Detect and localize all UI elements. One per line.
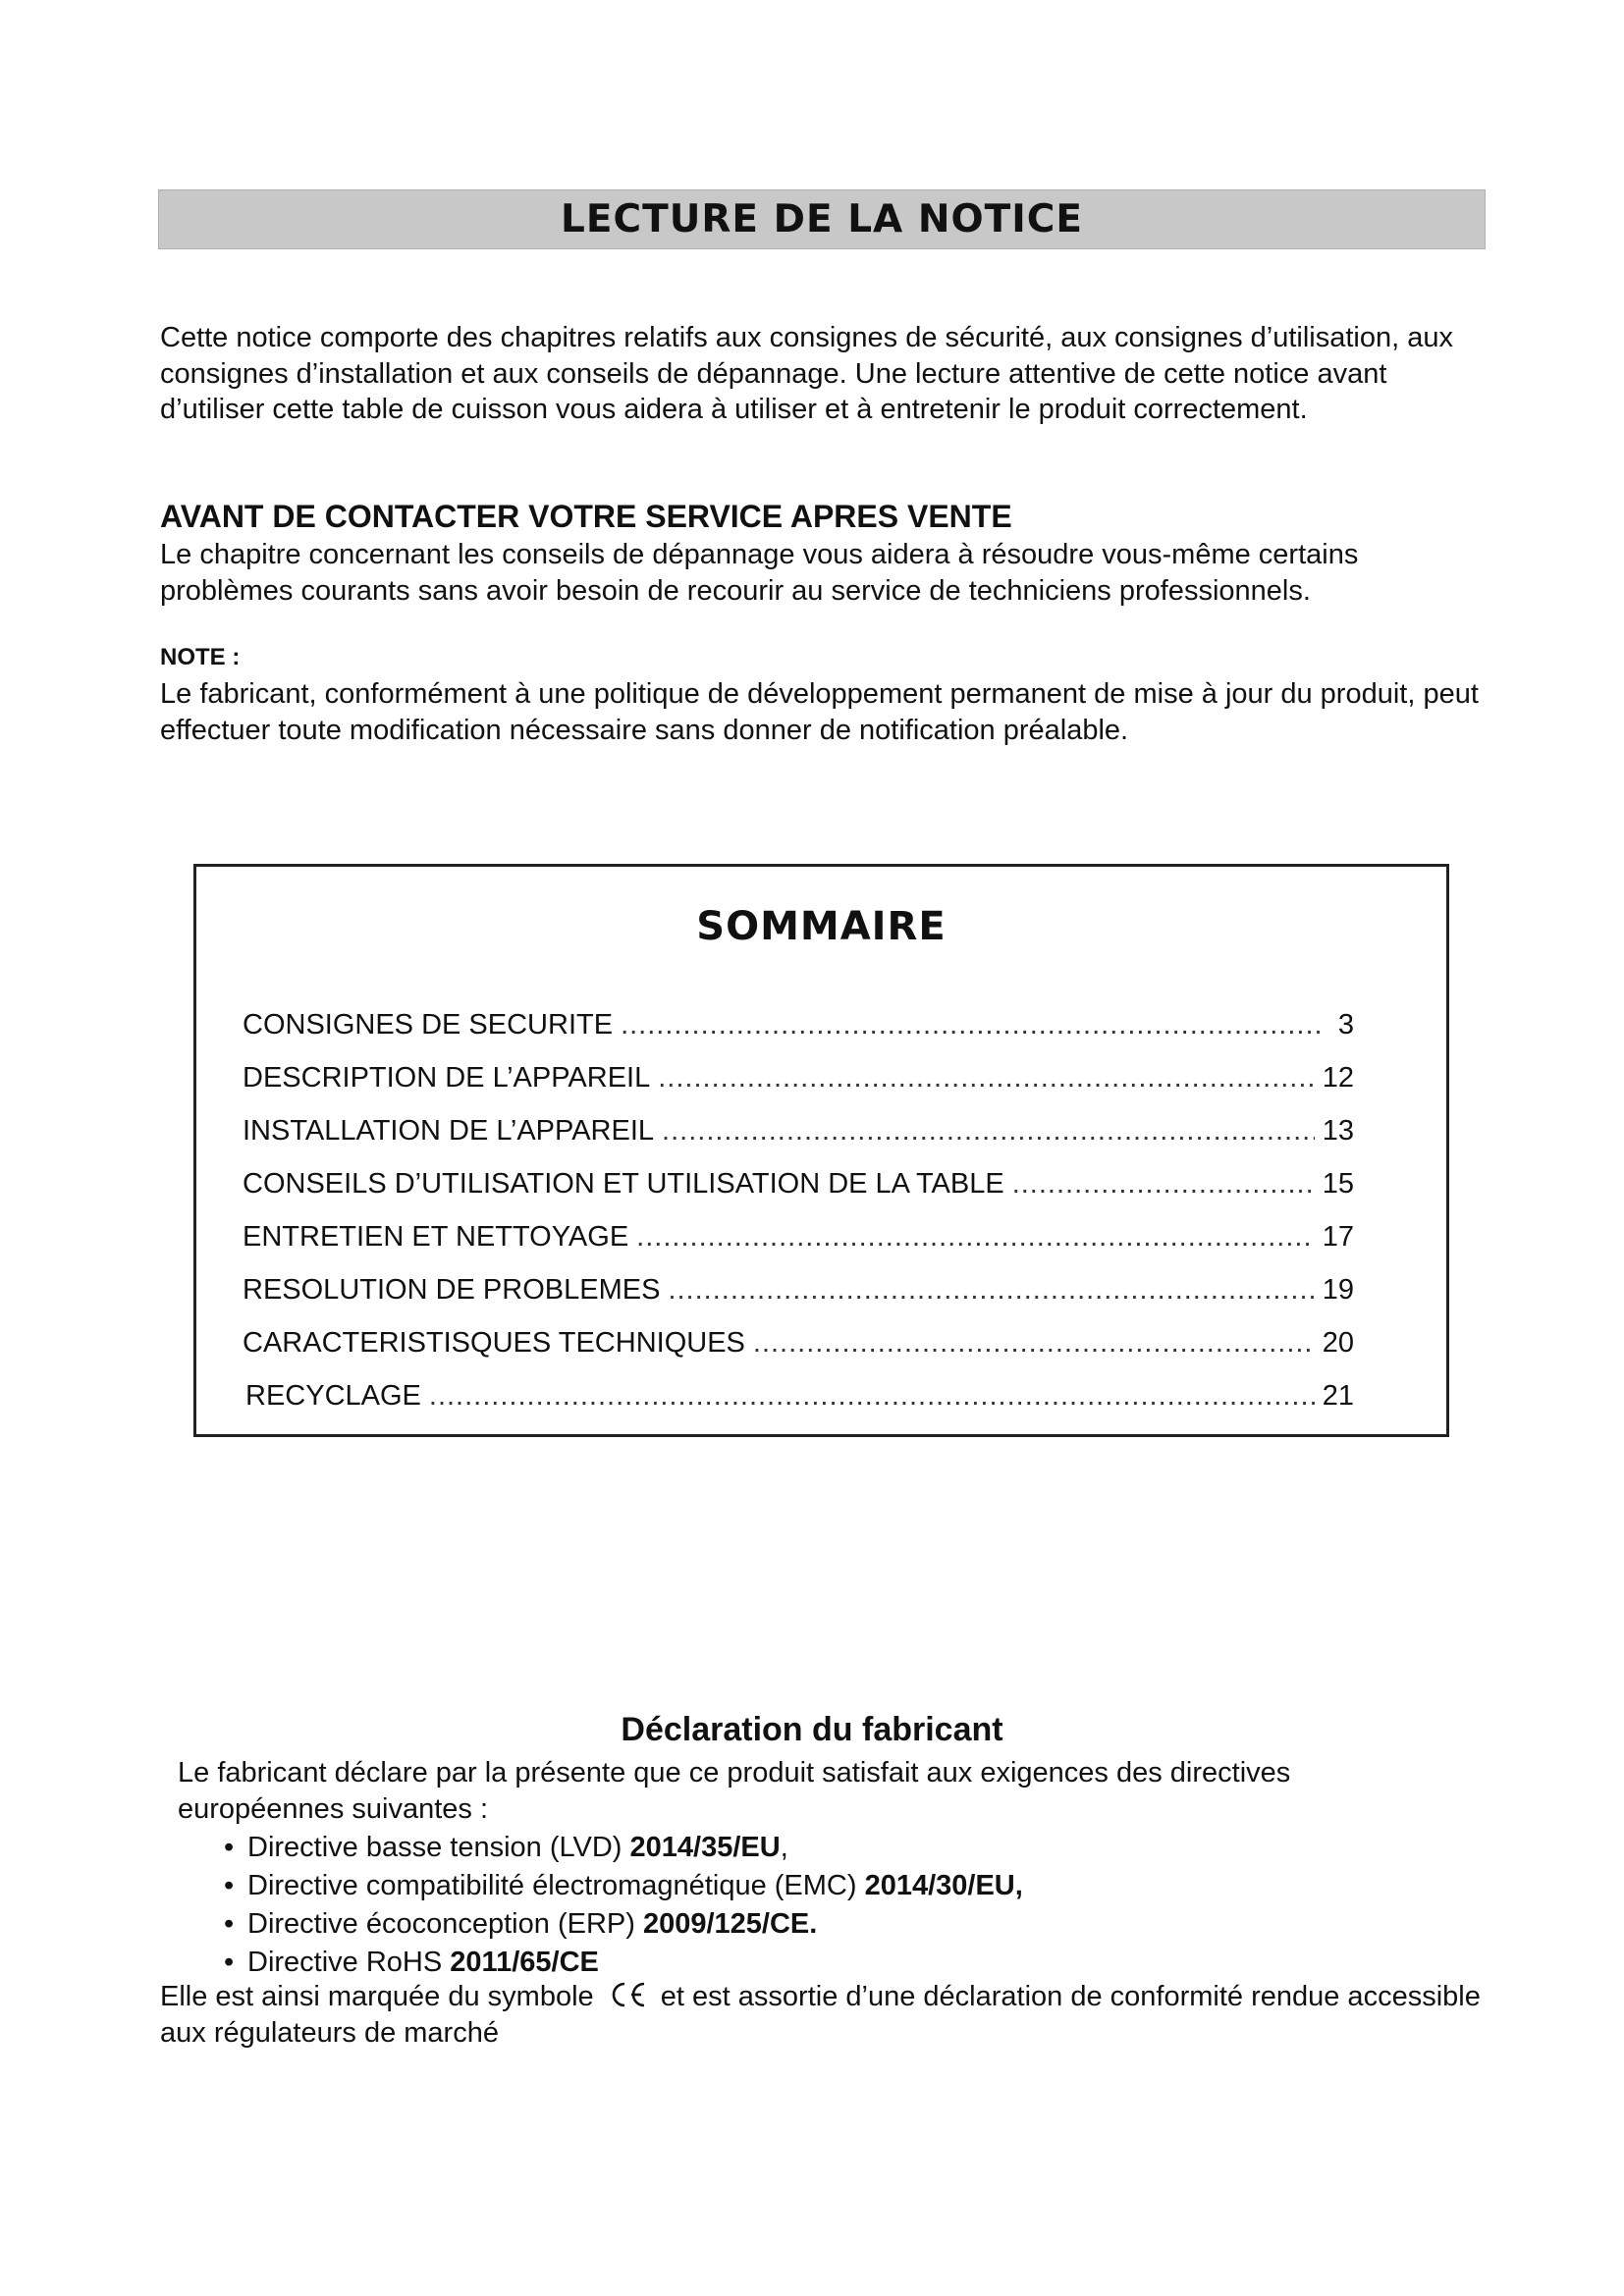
toc-entry-page: 15 — [1322, 1168, 1354, 1200]
directive-text: Directive compatibilité électromagnétique (EMC) — [247, 1870, 865, 1901]
directive-ref: 2011/65/CE — [450, 1947, 599, 1978]
bullet-icon: • — [224, 1947, 235, 1978]
directive-item — [224, 1905, 1023, 1944]
toc-entry[interactable] — [243, 1221, 1354, 1260]
toc-entry[interactable] — [245, 1380, 1354, 1419]
service-paragraph: Le chapitre concernant les conseils de dépannage vous aidera à résoudre vous-même certains problèmes courants sans avoir besoin de recourir au service de techniciens professionnels. — [160, 539, 1359, 607]
toc-entry-label: CARACTERISTISQUES TECHNIQUES — [243, 1327, 745, 1359]
service-heading: AVANT DE CONTACTER VOTRE SERVICE APRES VENTE — [160, 499, 1012, 534]
toc-entry-label: CONSEILS D’UTILISATION ET UTILISATION DE LA TABLE — [243, 1168, 1004, 1200]
toc-entry[interactable] — [243, 1274, 1354, 1313]
ce-mark-icon — [608, 1980, 647, 2009]
directive-item — [224, 1944, 1023, 1982]
declaration-closing — [160, 1979, 1481, 2052]
note-paragraph: Le fabricant, conformément à une politique de développement permanent de mise à jour du produit, peut effectuer toute modification nécessaire sans donner de notification préalable. — [160, 678, 1479, 746]
toc-entry-page: 19 — [1322, 1274, 1354, 1306]
declaration-title: Déclaration du fabricant — [621, 1711, 1003, 1748]
intro-paragraph: Cette notice comporte des chapitres relatifs aux consignes de sécurité, aux consignes d’utilisation, aux consignes d’installation et aux conseils de dépannage. Une lecture attentive de cette notice avant d’utiliser cette table de cuisson vous aidera à utiliser et à entretenir le produit correctement. — [160, 322, 1453, 425]
closing-text-after: et est assortie d’une déclaration de conformité rendue accessible aux régulateurs de marché — [160, 1981, 1481, 2049]
toc-entry-page: 20 — [1322, 1327, 1354, 1359]
toc-entry-label: ENTRETIEN ET NETTOYAGE — [243, 1221, 629, 1253]
directive-item — [224, 1867, 1023, 1905]
toc-entry[interactable] — [243, 1327, 1354, 1366]
toc-entry-page: 17 — [1322, 1221, 1354, 1253]
toc-entry[interactable] — [243, 1009, 1354, 1048]
directive-text: Directive écoconception (ERP) — [247, 1908, 643, 1940]
table-of-contents — [193, 864, 1449, 1437]
directive-list — [224, 1829, 1023, 1982]
directive-ref: 2014/30/EU, — [864, 1870, 1023, 1901]
bullet-icon: • — [224, 1832, 235, 1863]
toc-leader-dots — [658, 1062, 1314, 1095]
toc-entry-page: 21 — [1322, 1380, 1354, 1412]
directive-ref: 2009/125/CE. — [642, 1908, 818, 1940]
bullet-icon: • — [224, 1908, 235, 1940]
toc-leader-dots — [662, 1115, 1315, 1148]
toc-leader-dots — [429, 1380, 1315, 1413]
toc-entry-label: RESOLUTION DE PROBLEMES — [243, 1274, 661, 1306]
toc-leader-dots — [668, 1274, 1314, 1307]
directive-suffix: , — [780, 1832, 788, 1863]
directive-item — [224, 1829, 1023, 1867]
toc-leader-dots — [753, 1327, 1315, 1360]
toc-entry-page: 3 — [1337, 1009, 1354, 1041]
toc-leader-dots — [1012, 1168, 1315, 1201]
toc-entry-page: 12 — [1322, 1062, 1354, 1094]
declaration-intro: Le fabricant déclare par la présente que ce produit satisfait aux exigences des directives européennes suivantes : — [178, 1757, 1291, 1825]
bullet-icon: • — [224, 1870, 235, 1901]
toc-leader-dots — [636, 1221, 1315, 1254]
directive-ref: 2014/35/EU — [629, 1832, 781, 1863]
toc-entry[interactable] — [243, 1062, 1354, 1101]
toc-entry-page: 13 — [1322, 1115, 1354, 1147]
directive-text: Directive basse tension (LVD) — [247, 1832, 630, 1863]
toc-entry[interactable] — [243, 1115, 1354, 1154]
page-title: LECTURE DE LA NOTICE — [560, 197, 1083, 241]
toc-entry-label: DESCRIPTION DE L’APPAREIL — [243, 1062, 651, 1094]
toc-entry[interactable] — [243, 1168, 1354, 1207]
directive-text: Directive RoHS — [247, 1947, 451, 1978]
toc-title: SOMMAIRE — [696, 904, 947, 949]
page-title-banner — [158, 189, 1486, 249]
closing-text-before: Elle est ainsi marquée du symbole — [160, 1981, 594, 2012]
toc-entry-label: RECYCLAGE — [245, 1380, 421, 1412]
note-label: NOTE : — [160, 644, 241, 670]
toc-leader-dots — [621, 1009, 1325, 1041]
toc-entry-label: INSTALLATION DE L’APPAREIL — [243, 1115, 655, 1147]
toc-entry-label: CONSIGNES DE SECURITE — [243, 1009, 614, 1041]
